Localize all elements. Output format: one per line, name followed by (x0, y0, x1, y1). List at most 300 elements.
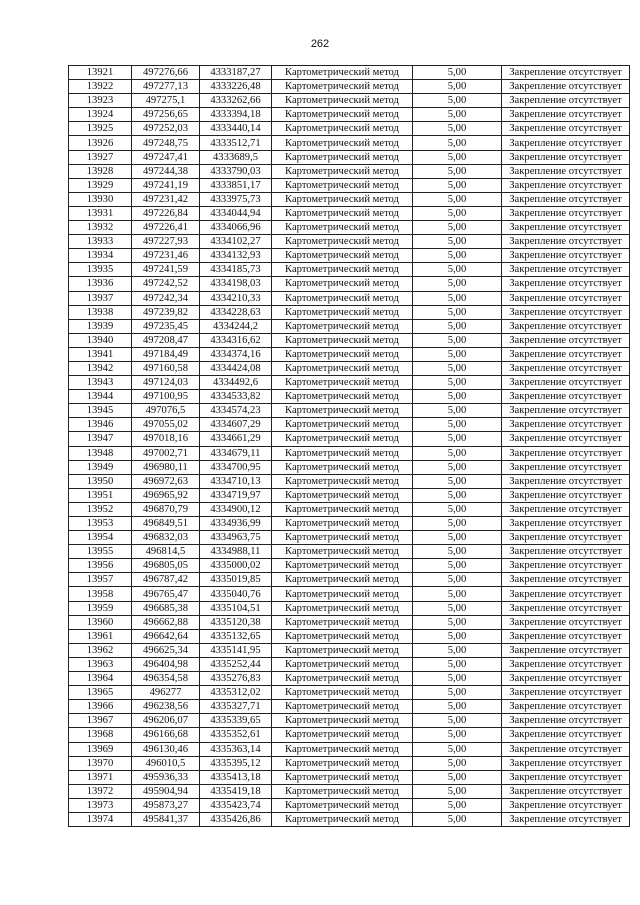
fixation-cell: Закрепление отсутствует (502, 136, 630, 150)
table-row (69, 249, 630, 263)
method-cell: Картометрический метод (272, 333, 413, 347)
fixation-cell: Закрепление отсутствует (502, 263, 630, 277)
point-number-cell: 13974 (69, 812, 132, 826)
point-number-cell: 13954 (69, 531, 132, 545)
point-number-cell: 13948 (69, 446, 132, 460)
x-coordinate-cell: 496972,63 (132, 474, 200, 488)
method-cell: Картометрический метод (272, 686, 413, 700)
accuracy-cell: 5,00 (413, 206, 502, 220)
accuracy-cell: 5,00 (413, 404, 502, 418)
table-row (69, 573, 630, 587)
method-cell: Картометрический метод (272, 94, 413, 108)
x-coordinate-cell: 497252,03 (132, 122, 200, 136)
method-cell: Картометрический метод (272, 756, 413, 770)
accuracy-cell: 5,00 (413, 277, 502, 291)
accuracy-cell: 5,00 (413, 108, 502, 122)
table-row (69, 291, 630, 305)
point-number-cell: 13945 (69, 404, 132, 418)
table-row (69, 206, 630, 220)
table-row (69, 488, 630, 502)
point-number-cell: 13928 (69, 164, 132, 178)
x-coordinate-cell: 496965,92 (132, 488, 200, 502)
point-number-cell: 13940 (69, 333, 132, 347)
y-coordinate-cell: 4334044,94 (200, 206, 272, 220)
point-number-cell: 13931 (69, 206, 132, 220)
fixation-cell: Закрепление отсутствует (502, 657, 630, 671)
method-cell: Картометрический метод (272, 249, 413, 263)
x-coordinate-cell: 496685,38 (132, 601, 200, 615)
method-cell: Картометрический метод (272, 108, 413, 122)
point-number-cell: 13930 (69, 192, 132, 206)
y-coordinate-cell: 4334533,82 (200, 390, 272, 404)
table-row (69, 700, 630, 714)
x-coordinate-cell: 496642,64 (132, 629, 200, 643)
table-row (69, 742, 630, 756)
table-row (69, 66, 630, 80)
x-coordinate-cell: 497256,65 (132, 108, 200, 122)
point-number-cell: 13952 (69, 502, 132, 516)
fixation-cell: Закрепление отсутствует (502, 643, 630, 657)
fixation-cell: Закрепление отсутствует (502, 742, 630, 756)
point-number-cell: 13962 (69, 643, 132, 657)
x-coordinate-cell: 497076,5 (132, 404, 200, 418)
y-coordinate-cell: 4334185,73 (200, 263, 272, 277)
accuracy-cell: 5,00 (413, 531, 502, 545)
x-coordinate-cell: 497242,34 (132, 291, 200, 305)
y-coordinate-cell: 4334700,95 (200, 460, 272, 474)
accuracy-cell: 5,00 (413, 714, 502, 728)
accuracy-cell: 5,00 (413, 221, 502, 235)
point-number-cell: 13935 (69, 263, 132, 277)
y-coordinate-cell: 4334244,2 (200, 319, 272, 333)
point-number-cell: 13972 (69, 784, 132, 798)
fixation-cell: Закрепление отсутствует (502, 319, 630, 333)
method-cell: Картометрический метод (272, 700, 413, 714)
point-number-cell: 13922 (69, 80, 132, 94)
fixation-cell: Закрепление отсутствует (502, 347, 630, 361)
x-coordinate-cell: 496010,5 (132, 756, 200, 770)
fixation-cell: Закрепление отсутствует (502, 122, 630, 136)
method-cell: Картометрический метод (272, 812, 413, 826)
accuracy-cell: 5,00 (413, 80, 502, 94)
method-cell: Картометрический метод (272, 178, 413, 192)
table-row (69, 559, 630, 573)
accuracy-cell: 5,00 (413, 488, 502, 502)
fixation-cell: Закрепление отсутствует (502, 376, 630, 390)
table-row (69, 108, 630, 122)
x-coordinate-cell: 496277 (132, 686, 200, 700)
x-coordinate-cell: 496130,46 (132, 742, 200, 756)
fixation-cell: Закрепление отсутствует (502, 446, 630, 460)
x-coordinate-cell: 495841,37 (132, 812, 200, 826)
fixation-cell: Закрепление отсутствует (502, 432, 630, 446)
point-number-cell: 13963 (69, 657, 132, 671)
table-row (69, 94, 630, 108)
accuracy-cell: 5,00 (413, 164, 502, 178)
accuracy-cell: 5,00 (413, 812, 502, 826)
method-cell: Картометрический метод (272, 784, 413, 798)
x-coordinate-cell: 497231,42 (132, 192, 200, 206)
point-number-cell: 13944 (69, 390, 132, 404)
accuracy-cell: 5,00 (413, 291, 502, 305)
point-number-cell: 13925 (69, 122, 132, 136)
point-number-cell: 13955 (69, 545, 132, 559)
accuracy-cell: 5,00 (413, 432, 502, 446)
point-number-cell: 13969 (69, 742, 132, 756)
method-cell: Картометрический метод (272, 263, 413, 277)
method-cell: Картометрический метод (272, 559, 413, 573)
y-coordinate-cell: 4335423,74 (200, 798, 272, 812)
point-number-cell: 13934 (69, 249, 132, 263)
accuracy-cell: 5,00 (413, 263, 502, 277)
x-coordinate-cell: 496662,88 (132, 615, 200, 629)
fixation-cell: Закрепление отсутствует (502, 192, 630, 206)
fixation-cell: Закрепление отсутствует (502, 601, 630, 615)
method-cell: Картометрический метод (272, 545, 413, 559)
table-row (69, 404, 630, 418)
fixation-cell: Закрепление отсутствует (502, 418, 630, 432)
y-coordinate-cell: 4335426,86 (200, 812, 272, 826)
accuracy-cell: 5,00 (413, 474, 502, 488)
point-number-cell: 13967 (69, 714, 132, 728)
x-coordinate-cell: 497226,84 (132, 206, 200, 220)
point-number-cell: 13966 (69, 700, 132, 714)
table-row (69, 531, 630, 545)
x-coordinate-cell: 496870,79 (132, 502, 200, 516)
x-coordinate-cell: 496206,07 (132, 714, 200, 728)
fixation-cell: Закрепление отсутствует (502, 672, 630, 686)
x-coordinate-cell: 497124,03 (132, 376, 200, 390)
y-coordinate-cell: 4335252,44 (200, 657, 272, 671)
method-cell: Картометрический метод (272, 390, 413, 404)
fixation-cell: Закрепление отсутствует (502, 66, 630, 80)
table-row (69, 686, 630, 700)
method-cell: Картометрический метод (272, 601, 413, 615)
point-number-cell: 13950 (69, 474, 132, 488)
x-coordinate-cell: 496832,03 (132, 531, 200, 545)
point-number-cell: 13946 (69, 418, 132, 432)
table-row (69, 136, 630, 150)
x-coordinate-cell: 497277,13 (132, 80, 200, 94)
method-cell: Картометрический метод (272, 404, 413, 418)
y-coordinate-cell: 4335276,83 (200, 672, 272, 686)
y-coordinate-cell: 4335363,14 (200, 742, 272, 756)
fixation-cell: Закрепление отсутствует (502, 277, 630, 291)
table-row (69, 460, 630, 474)
accuracy-cell: 5,00 (413, 601, 502, 615)
fixation-cell: Закрепление отсутствует (502, 305, 630, 319)
x-coordinate-cell: 496354,58 (132, 672, 200, 686)
y-coordinate-cell: 4333689,5 (200, 150, 272, 164)
x-coordinate-cell: 497242,52 (132, 277, 200, 291)
table-row (69, 319, 630, 333)
point-number-cell: 13929 (69, 178, 132, 192)
accuracy-cell: 5,00 (413, 347, 502, 361)
x-coordinate-cell: 495936,33 (132, 770, 200, 784)
x-coordinate-cell: 497018,16 (132, 432, 200, 446)
y-coordinate-cell: 4335395,12 (200, 756, 272, 770)
method-cell: Картометрический метод (272, 361, 413, 375)
y-coordinate-cell: 4335413,18 (200, 770, 272, 784)
fixation-cell: Закрепление отсутствует (502, 812, 630, 826)
x-coordinate-cell: 496765,47 (132, 587, 200, 601)
x-coordinate-cell: 497055,02 (132, 418, 200, 432)
x-coordinate-cell: 495904,94 (132, 784, 200, 798)
y-coordinate-cell: 4334710,13 (200, 474, 272, 488)
fixation-cell: Закрепление отсутствует (502, 94, 630, 108)
y-coordinate-cell: 4335352,61 (200, 728, 272, 742)
x-coordinate-cell: 497247,41 (132, 150, 200, 164)
fixation-cell: Закрепление отсутствует (502, 615, 630, 629)
fixation-cell: Закрепление отсутствует (502, 728, 630, 742)
table-row (69, 784, 630, 798)
y-coordinate-cell: 4333226,48 (200, 80, 272, 94)
table-row (69, 714, 630, 728)
table-row (69, 263, 630, 277)
method-cell: Картометрический метод (272, 714, 413, 728)
table-row (69, 432, 630, 446)
y-coordinate-cell: 4334316,62 (200, 333, 272, 347)
fixation-cell: Закрепление отсутствует (502, 206, 630, 220)
accuracy-cell: 5,00 (413, 249, 502, 263)
accuracy-cell: 5,00 (413, 770, 502, 784)
table-row (69, 587, 630, 601)
accuracy-cell: 5,00 (413, 178, 502, 192)
accuracy-cell: 5,00 (413, 376, 502, 390)
x-coordinate-cell: 497184,49 (132, 347, 200, 361)
table-row (69, 277, 630, 291)
y-coordinate-cell: 4334374,16 (200, 347, 272, 361)
point-number-cell: 13949 (69, 460, 132, 474)
table-row (69, 728, 630, 742)
method-cell: Картометрический метод (272, 305, 413, 319)
method-cell: Картометрический метод (272, 488, 413, 502)
table-row (69, 615, 630, 629)
fixation-cell: Закрепление отсутствует (502, 502, 630, 516)
fixation-cell: Закрепление отсутствует (502, 545, 630, 559)
table-row (69, 643, 630, 657)
method-cell: Картометрический метод (272, 80, 413, 94)
y-coordinate-cell: 4333262,66 (200, 94, 272, 108)
point-number-cell: 13932 (69, 221, 132, 235)
accuracy-cell: 5,00 (413, 559, 502, 573)
fixation-cell: Закрепление отсутствует (502, 714, 630, 728)
method-cell: Картометрический метод (272, 643, 413, 657)
y-coordinate-cell: 4333187,27 (200, 66, 272, 80)
accuracy-cell: 5,00 (413, 333, 502, 347)
table-row (69, 657, 630, 671)
accuracy-cell: 5,00 (413, 390, 502, 404)
method-cell: Картометрический метод (272, 291, 413, 305)
y-coordinate-cell: 4334988,11 (200, 545, 272, 559)
x-coordinate-cell: 497276,66 (132, 66, 200, 80)
table-row (69, 798, 630, 812)
y-coordinate-cell: 4335040,76 (200, 587, 272, 601)
method-cell: Картометрический метод (272, 672, 413, 686)
fixation-cell: Закрепление отсутствует (502, 178, 630, 192)
accuracy-cell: 5,00 (413, 756, 502, 770)
table-row (69, 756, 630, 770)
y-coordinate-cell: 4335019,85 (200, 573, 272, 587)
x-coordinate-cell: 497241,19 (132, 178, 200, 192)
fixation-cell: Закрепление отсутствует (502, 291, 630, 305)
accuracy-cell: 5,00 (413, 784, 502, 798)
x-coordinate-cell: 496238,56 (132, 700, 200, 714)
accuracy-cell: 5,00 (413, 192, 502, 206)
table-row (69, 629, 630, 643)
fixation-cell: Закрепление отсутствует (502, 559, 630, 573)
method-cell: Картометрический метод (272, 587, 413, 601)
accuracy-cell: 5,00 (413, 418, 502, 432)
fixation-cell: Закрепление отсутствует (502, 460, 630, 474)
point-number-cell: 13953 (69, 517, 132, 531)
fixation-cell: Закрепление отсутствует (502, 531, 630, 545)
accuracy-cell: 5,00 (413, 122, 502, 136)
y-coordinate-cell: 4334963,75 (200, 531, 272, 545)
fixation-cell: Закрепление отсутствует (502, 404, 630, 418)
method-cell: Картометрический метод (272, 347, 413, 361)
y-coordinate-cell: 4334228,63 (200, 305, 272, 319)
y-coordinate-cell: 4335132,65 (200, 629, 272, 643)
y-coordinate-cell: 4334492,6 (200, 376, 272, 390)
method-cell: Картометрический метод (272, 517, 413, 531)
accuracy-cell: 5,00 (413, 643, 502, 657)
accuracy-cell: 5,00 (413, 319, 502, 333)
y-coordinate-cell: 4334066,96 (200, 221, 272, 235)
table-row (69, 305, 630, 319)
method-cell: Картометрический метод (272, 615, 413, 629)
y-coordinate-cell: 4334424,08 (200, 361, 272, 375)
fixation-cell: Закрепление отсутствует (502, 784, 630, 798)
method-cell: Картометрический метод (272, 206, 413, 220)
accuracy-cell: 5,00 (413, 502, 502, 516)
table-row (69, 418, 630, 432)
accuracy-cell: 5,00 (413, 573, 502, 587)
method-cell: Картометрический метод (272, 221, 413, 235)
y-coordinate-cell: 4333975,73 (200, 192, 272, 206)
x-coordinate-cell: 497100,95 (132, 390, 200, 404)
point-number-cell: 13970 (69, 756, 132, 770)
accuracy-cell: 5,00 (413, 615, 502, 629)
table-row (69, 178, 630, 192)
fixation-cell: Закрепление отсутствует (502, 235, 630, 249)
y-coordinate-cell: 4334936,99 (200, 517, 272, 531)
point-number-cell: 13961 (69, 629, 132, 643)
point-number-cell: 13965 (69, 686, 132, 700)
fixation-cell: Закрепление отсутствует (502, 517, 630, 531)
table-row (69, 376, 630, 390)
method-cell: Картометрический метод (272, 150, 413, 164)
fixation-cell: Закрепление отсутствует (502, 80, 630, 94)
method-cell: Картометрический метод (272, 418, 413, 432)
x-coordinate-cell: 497244,38 (132, 164, 200, 178)
fixation-cell: Закрепление отсутствует (502, 221, 630, 235)
y-coordinate-cell: 4334661,29 (200, 432, 272, 446)
point-number-cell: 13960 (69, 615, 132, 629)
y-coordinate-cell: 4334198,03 (200, 277, 272, 291)
point-number-cell: 13936 (69, 277, 132, 291)
accuracy-cell: 5,00 (413, 657, 502, 671)
x-coordinate-cell: 497208,47 (132, 333, 200, 347)
y-coordinate-cell: 4335000,02 (200, 559, 272, 573)
fixation-cell: Закрепление отсутствует (502, 488, 630, 502)
table-row (69, 770, 630, 784)
point-number-cell: 13923 (69, 94, 132, 108)
point-number-cell: 13973 (69, 798, 132, 812)
table-row (69, 80, 630, 94)
accuracy-cell: 5,00 (413, 686, 502, 700)
point-number-cell: 13942 (69, 361, 132, 375)
fixation-cell: Закрепление отсутствует (502, 108, 630, 122)
table-row (69, 474, 630, 488)
point-number-cell: 13947 (69, 432, 132, 446)
point-number-cell: 13971 (69, 770, 132, 784)
method-cell: Картометрический метод (272, 164, 413, 178)
fixation-cell: Закрепление отсутствует (502, 798, 630, 812)
accuracy-cell: 5,00 (413, 66, 502, 80)
y-coordinate-cell: 4334719,97 (200, 488, 272, 502)
method-cell: Картометрический метод (272, 432, 413, 446)
method-cell: Картометрический метод (272, 474, 413, 488)
point-number-cell: 13924 (69, 108, 132, 122)
y-coordinate-cell: 4334679,11 (200, 446, 272, 460)
point-number-cell: 13968 (69, 728, 132, 742)
fixation-cell: Закрепление отсутствует (502, 756, 630, 770)
table-row (69, 446, 630, 460)
point-number-cell: 13964 (69, 672, 132, 686)
point-number-cell: 13926 (69, 136, 132, 150)
method-cell: Картометрический метод (272, 136, 413, 150)
y-coordinate-cell: 4335141,95 (200, 643, 272, 657)
y-coordinate-cell: 4334102,27 (200, 235, 272, 249)
x-coordinate-cell: 496980,11 (132, 460, 200, 474)
table-row (69, 221, 630, 235)
table-row (69, 812, 630, 826)
point-number-cell: 13933 (69, 235, 132, 249)
accuracy-cell: 5,00 (413, 587, 502, 601)
point-number-cell: 13927 (69, 150, 132, 164)
fixation-cell: Закрепление отсутствует (502, 700, 630, 714)
table-row (69, 517, 630, 531)
table-row (69, 192, 630, 206)
x-coordinate-cell: 496625,34 (132, 643, 200, 657)
fixation-cell: Закрепление отсутствует (502, 333, 630, 347)
point-number-cell: 13938 (69, 305, 132, 319)
fixation-cell: Закрепление отсутствует (502, 573, 630, 587)
method-cell: Картометрический метод (272, 657, 413, 671)
table-row (69, 150, 630, 164)
method-cell: Картометрический метод (272, 770, 413, 784)
accuracy-cell: 5,00 (413, 305, 502, 319)
accuracy-cell: 5,00 (413, 798, 502, 812)
x-coordinate-cell: 497241,59 (132, 263, 200, 277)
method-cell: Картометрический метод (272, 376, 413, 390)
y-coordinate-cell: 4335312,02 (200, 686, 272, 700)
y-coordinate-cell: 4333512,71 (200, 136, 272, 150)
table-row (69, 333, 630, 347)
method-cell: Картометрический метод (272, 629, 413, 643)
method-cell: Картометрический метод (272, 122, 413, 136)
method-cell: Картометрический метод (272, 192, 413, 206)
fixation-cell: Закрепление отсутствует (502, 361, 630, 375)
y-coordinate-cell: 4335339,65 (200, 714, 272, 728)
method-cell: Картометрический метод (272, 319, 413, 333)
table-row (69, 361, 630, 375)
y-coordinate-cell: 4335120,38 (200, 615, 272, 629)
table-row (69, 390, 630, 404)
method-cell: Картометрический метод (272, 446, 413, 460)
fixation-cell: Закрепление отсутствует (502, 474, 630, 488)
